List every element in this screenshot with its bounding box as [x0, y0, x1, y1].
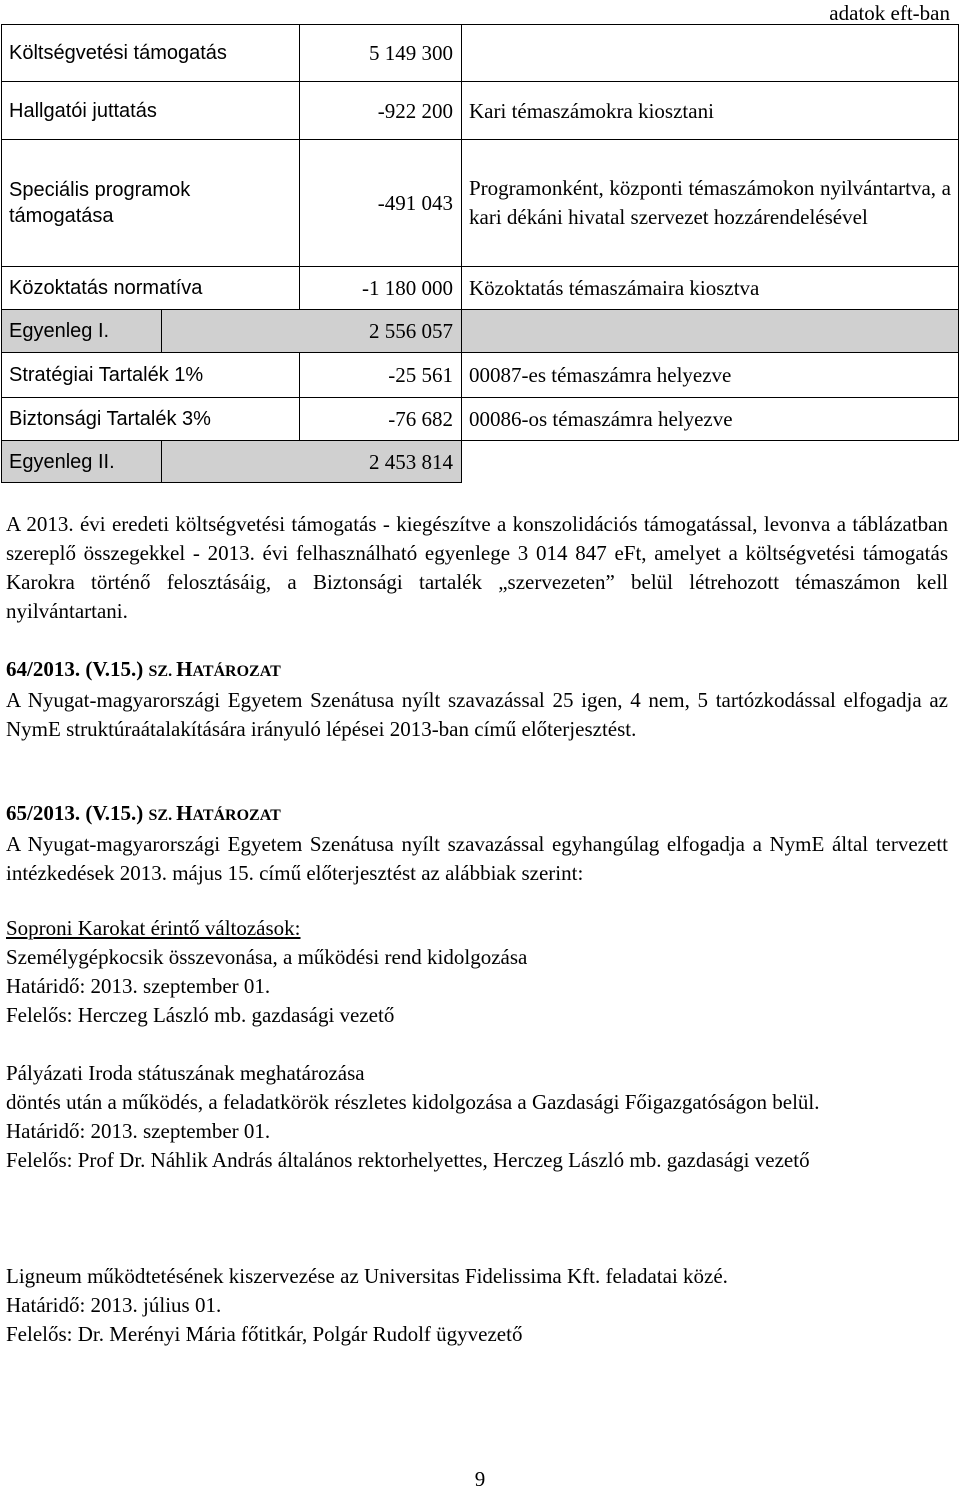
row-amount: 2 453 814	[162, 441, 462, 483]
summary-paragraph: A 2013. évi eredeti költségvetési támogatás - kiegészítve a konszolidációs támogatással, levonva a táblázatban szereplő összegekkel - 2013. évi felhasználható egyenlege 3 014 847 eFt, amelyet a költségvetési támogatás Karokra történő felosztásáig, a Biztonsági tartalék „szervezeten” belül létrehozott témaszámon kell nyilvántartani.	[6, 512, 948, 623]
table-row-subtotal	[2, 441, 959, 483]
row-amount: -922 200	[300, 82, 462, 140]
table-row	[2, 353, 959, 398]
item-title: Személygépkocsik összevonása, a működési rend kidolgozása	[6, 945, 528, 969]
resolution-sz: SZ.	[148, 663, 177, 680]
row-label: Biztonsági Tartalék 3%	[2, 398, 300, 441]
item-deadline: Határidő: 2013. szeptember 01.	[6, 1119, 271, 1143]
item-responsible: Felelős: Prof Dr. Náhlik András általános rektorhelyettes, Herczeg László mb. gazdasági vezető	[6, 1148, 810, 1172]
table-row	[2, 267, 959, 310]
row-note: Programonként, központi témaszámokon nyilvántartva, a kari dékáni hivatal szervezet hozzárendelésével	[462, 140, 959, 267]
budget-table	[1, 24, 959, 483]
row-note	[462, 25, 959, 82]
item-title: Pályázati Iroda státuszának meghatározása	[6, 1061, 365, 1085]
resolution-h: H	[176, 657, 193, 681]
resolution-65-text: A Nyugat-magyarországi Egyetem Szenátusa nyílt szavazással egyhangúlag elfogadja a NymE által tervezett intézkedések 2013. május 15. című előterjesztést az alábbiak szerint:	[6, 832, 948, 885]
table-row	[2, 140, 959, 267]
resolution-number: 64/2013. (V.15.)	[6, 657, 149, 681]
item-responsible: Felelős: Herczeg László mb. gazdasági vezető	[6, 1003, 395, 1027]
resolution-64-text: A Nyugat-magyarországi Egyetem Szenátusa nyílt szavazással 25 igen, 4 nem, 5 tartózkodással elfogadja az NymE struktúraátalakítására irányuló lépései 2013-ban című előterjesztést.	[6, 688, 948, 741]
row-amount: -491 043	[300, 140, 462, 267]
item-deadline: Határidő: 2013. szeptember 01.	[6, 974, 271, 998]
resolution-word: ATÁROZAT	[192, 807, 281, 824]
row-note: 00086-os témaszámra helyezve	[462, 398, 959, 441]
row-amount: -25 561	[300, 353, 462, 398]
row-label: Egyenleg II.	[2, 441, 162, 483]
row-amount: 2 556 057	[162, 310, 462, 353]
table-row	[2, 398, 959, 441]
row-note	[462, 441, 959, 483]
item-responsible: Felelős: Dr. Merényi Mária főtitkár, Polgár Rudolf ügyvezető	[6, 1322, 523, 1346]
row-note: Közoktatás témaszámaira kiosztva	[462, 267, 959, 310]
item-detail: döntés után a működés, a feladatkörök részletes kidolgozása a Gazdasági Főigazgatóságon belül.	[6, 1090, 820, 1114]
resolution-h: H	[176, 801, 193, 825]
row-note: 00087-es témaszámra helyezve	[462, 353, 959, 398]
row-note: Kari témaszámokra kiosztani	[462, 82, 959, 140]
row-label: Költségvetési támogatás	[2, 25, 300, 82]
table-row-subtotal	[2, 310, 959, 353]
table-row	[2, 82, 959, 140]
row-label: Hallgatói juttatás	[2, 82, 300, 140]
table-row	[2, 25, 959, 82]
resolution-number: 65/2013. (V.15.)	[6, 801, 149, 825]
resolution-word: ATÁROZAT	[192, 663, 281, 680]
row-amount: -76 682	[300, 398, 462, 441]
row-label: Stratégiai Tartalék 1%	[2, 353, 300, 398]
row-amount: 5 149 300	[300, 25, 462, 82]
unit-note: adatok eft-ban	[829, 1, 950, 25]
resolution-64-heading	[6, 655, 948, 686]
row-label: Közoktatás normatíva	[2, 267, 300, 310]
resolution-sz: SZ.	[148, 807, 177, 824]
row-note	[462, 310, 959, 353]
row-amount: -1 180 000	[300, 267, 462, 310]
section-heading: Soproni Karokat érintő változások:	[6, 916, 301, 940]
row-label: Egyenleg I.	[2, 310, 162, 353]
item-deadline: Határidő: 2013. július 01.	[6, 1293, 222, 1317]
row-label: Speciális programok támogatása	[2, 140, 300, 267]
page-number: 9	[474, 1467, 486, 1491]
item-title: Ligneum működtetésének kiszervezése az Universitas Fidelissima Kft. feladatai közé.	[6, 1264, 728, 1288]
resolution-65-heading	[6, 799, 948, 830]
